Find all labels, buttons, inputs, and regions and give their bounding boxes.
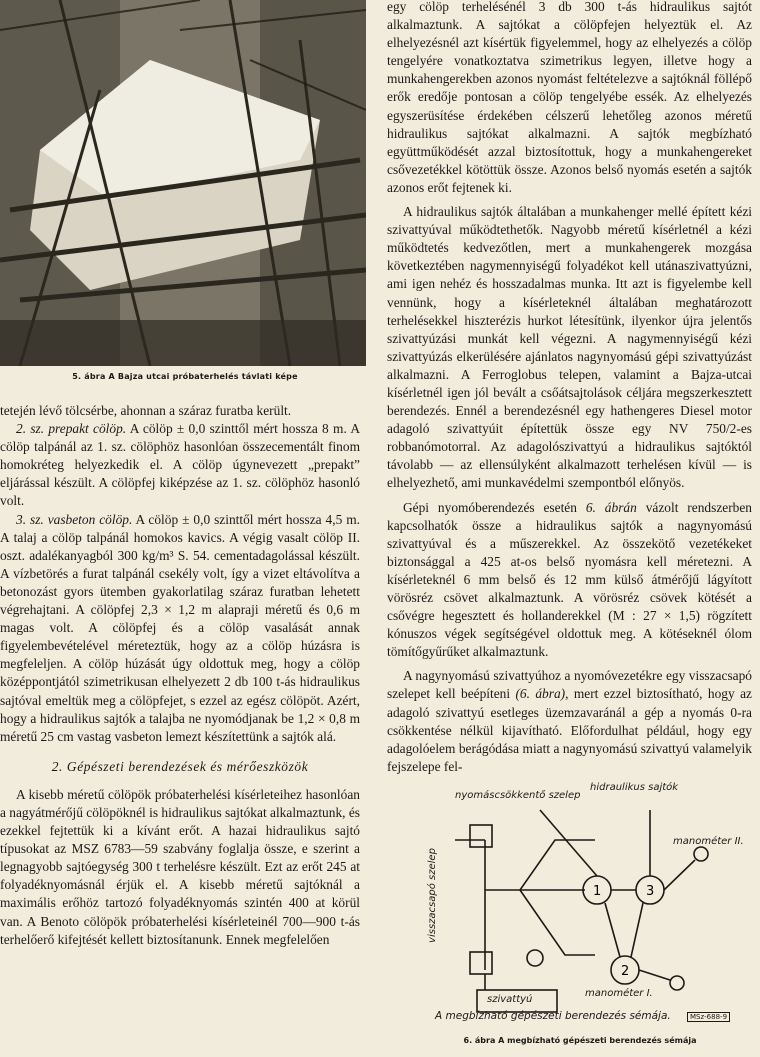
gauge-1-label: manométer I. [585,988,653,999]
paragraph: egy cölöp terhelésénél 3 db 300 t-ás hidraulikus sajtót alkalmaztunk. A sajtókat a cölöpfejen helyeztük el. Az elhelyezésnél azt kísértük figyelemmel, hogy az elhelyezés a cölöp tengelyére vonatkoztatva szimetrikus legyen, illetve hogy a munkahengerekben azonos nyomást feltételezve a sajtóknál föllépő erők eredője pontosan a cölöp tengelyébe essék. Az elhelyezés egyszerüsítése érdekében célszerű lehetőleg azonos méretű hidraulikus sajtókat alkalmazni. A sajtók megbízható együttműködését azzal biztosítottuk, hogy a munkahengereket csővezetékkel kötöttük össze. Azonos belső nyomás esetén a sajtók azonos erőt fejtenek ki. [387,0,752,195]
reducing-valve-label: nyomáscsökkentő szelep [455,790,581,801]
figure-reference: (6. ábra) [515,686,566,702]
paragraph-text: , mert ezzel biztosítható, hogy az adagoló szivattyú esetleges üzemzavaránál a gép a nyomás 0-ra csökkentése nélkül kijavítható. Előfordulhat például, hogy egy adagolóelem berágódása miatt a nagynyomású szivattyú valamelyik fejszelepe fel- [387,686,752,774]
left-text-block [0,402,360,949]
paragraph-text: A cölöp ± 0,0 szinttől mért hossza 8 m. A cölöp talpánál az 1. sz. cölöphöz hasonlóan összecementált finom homokréteg helyezkedik el. A cölöp úgynevezett „prepakt” eljárással készült. A cölöpfej kiképzése az 1. sz. cölöphöz hasonló volt. [0,421,360,509]
paragraph: tetején lévő tölcsérbe, ahonnan a száraz furatba került. [0,403,292,418]
right-text-block [387,0,752,776]
check-valve-label: visszacsapó szelep [426,848,438,943]
item-heading: 3. sz. vasbeton cölöp. [16,511,133,527]
figure-6-caption: 6. ábra A megbízható gépészeti berendezés sémája [463,1036,697,1045]
construction-site-illustration [0,0,366,366]
node-label-1: 1 [593,884,602,899]
figure-5-caption: 5. ábra A Bajza utcai próbaterhelés távlati képe [72,372,298,381]
paragraph [0,420,360,510]
paragraph [387,667,752,776]
paragraph: A hidraulikus sajtók általában a munkahenger mellé épített kézi szivattyúval működtethetők. Nagyobb méretű kísérletnél a kézi működtetés kedvezőtlen, mert a munkahengerek mozgása következtében nagymennyiségű folyadékot kell utánaszivattyúzni, ami igen nehéz és hosszadalmas munka. Itt azt is figyelembe kell vennünk, hogy a kísérleteknél általában meghatározott terhelésekkel hiszterézis hurkot létesítünk, ilyenkor újra jelentős szivattyúzási munkát kell végezni. A nagymennyiségű kézi szivattyúzás elkerülésére ajánlatos nagynyomású gépi szivattyúzást alkalmazni. A Ferroglobus telepen, valamint a Bajza-utcai kísérletnél igen jól bevált a csőátsajtolások céljára megszerkesztett berendezés. Ennél a berendezésnél egy hathengeres Diesel motor adagoló szivattyúit építettük össze egy NV 750/2-es robbanómotorral. Az adagolószivattyú a hidraulikus sajtóktól távolabb — az ellensúlyként alkalmazott terhelésen kívül — is elhelyezhető, ami munkavédelmi szempontból előnyös. [387,204,752,491]
paragraph [0,511,360,746]
figure-reference: 6. ábrán [585,499,637,515]
figure-6-schematic [415,780,755,1025]
gauge-2-label: manométer II. [673,836,744,847]
hydraulic-jacks-label: hidraulikus sajtók [590,782,679,793]
paragraph [387,499,752,662]
scheme-title: A megbízható gépészeti berendezés sémája. [435,1010,671,1022]
paragraph-text: vázolt rendszerben kapcsolhatók össze a hidraulikus sajtók a nagynyomású szivattyúval és a műszerekkel. Az összekötő vezetékeket biztonsággal a 425 at-os belső nyomásra kell méretezni. A kísérleteknél 6 mm belső és 12 mm külső átmérőjű lágyított vörösréz csövet alkalmaztunk. A vörösréz csövek kötését a csővégre hegesztett és hollanderekkel (M : 27 × 1,5) rögzített kónuszos végek segítségével oldottuk meg. A kötéseknél ólom tömítőgyűrűket alkalmaztunk. [387,499,752,660]
section-title: 2. Gépészeti berendezések és mérőeszközök [51,758,309,774]
item-heading: 2. sz. prepakt cölöp. [16,421,127,437]
node-label-3: 3 [646,884,655,899]
paragraph-text: Gépi nyomóberendezés esetén [403,499,586,515]
figure-5-photo [0,0,366,366]
paragraph-text: A cölöp ± 0,0 szinttől mért hossza 4,5 m. A talaj a cölöp talpánál homokos kavics. A végig vasalt cölöp II. oszt. adalékanyagból 300 kg/m³ S. 54. cementadagolással készült. A vízbetörés a furat talpánál csekély volt, így a vizet eltávolítva a betonozást gyors ütemben gyakorlatilag száraz furatban lehetett végrehajtani. A cölöpfej 2,3 × 1,2 m alapraji méretű és 0,6 m magas volt. A cölöpfej és a cölöp vasalását annak figyelembevételével méreteztük, hogy az a cölöp húzásra is megfeleljen. A cölöp húzását úgy oldottuk meg, hogy a cölöp középpontjától szimetrikusan elhelyezett 2 db 100 t-ás hidraulikus sajtóval emeltük meg a cölöpfejet, s ezzel az egész cölöpöt. Azért, hogy a hidraulikus sajtók a talajba ne nyomódjanak be 1,2 × 0,8 m méretű 25 cm vastag vasbeton lemezt készítettünk a sajtók alá. [0,511,360,744]
paragraph: A kisebb méretű cölöpök próbaterhelési kísérleteihez hasonlóan a nagyátmérőjű cölöpöknél is hidraulikus sajtókat alkalmaztunk, és ezekkel fejtettük ki a kívánt erőt. A hazai hidraulikus sajtó típusokat az MSZ 6783—59 szabvány foglalja össze, e szerint a legnagyobb sajtóegység 300 t terhelésre készült. Ezt az erőt 245 at folyadéknyomásnál érjük el. A kisebb méretű sajtóknál a maximális erőhöz tartozó folyadéknyomás szintén 400 at körül van. A Benoto cölöpök próbaterhelési kísérleteinél 700—900 t-ás terhelőerő kifejtését kellett biztosítanunk. Ennek megfelelően [0,786,360,947]
node-label-2: 2 [621,964,630,979]
pump-label: szivattyú [487,994,533,1005]
reference-code: MSz-688-9 [687,1012,730,1022]
paragraph-text: A nagynyomású szivattyúhoz a nyomóvezetékre egy visszacsapó szelepet kell beépíteni [387,668,752,702]
